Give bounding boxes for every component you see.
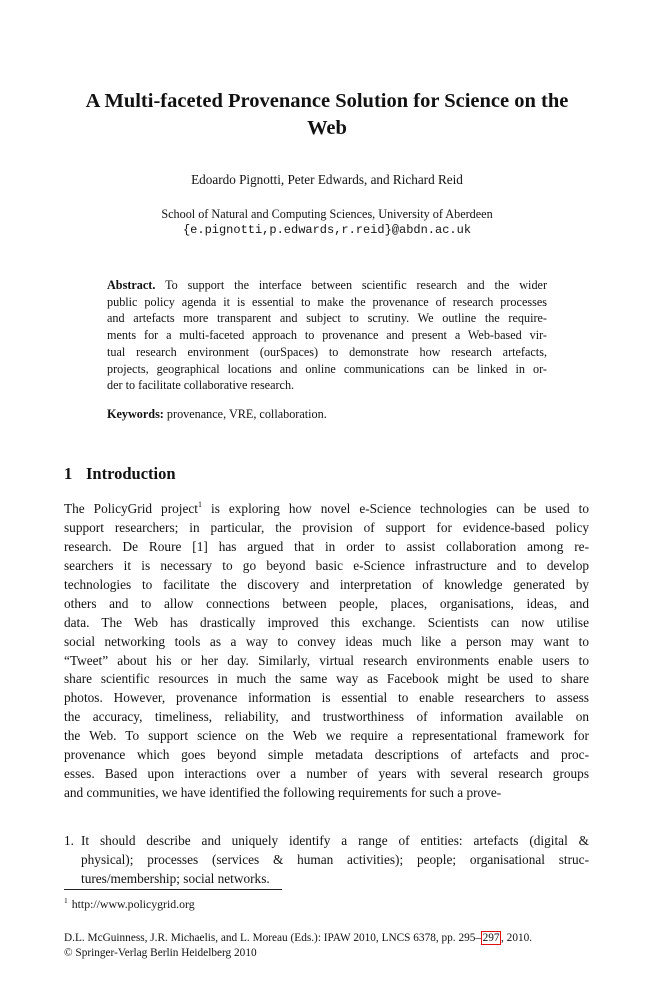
paragraph-line: share scientific resources in much the same way as Facebook might be used to share bbox=[64, 671, 589, 687]
abstract-label: Abstract. bbox=[107, 278, 156, 292]
footnote-mark: 1 bbox=[64, 896, 68, 905]
section-title: Introduction bbox=[86, 464, 176, 483]
paper-title bbox=[62, 88, 592, 142]
keywords-label: Keywords: bbox=[107, 407, 164, 421]
footnote bbox=[64, 897, 195, 912]
abstract bbox=[107, 277, 547, 394]
list-item-line: It should describe and uniquely identify a range of entities: artefacts (digital & bbox=[81, 833, 589, 848]
keywords-value: provenance, VRE, collaboration. bbox=[166, 407, 327, 421]
affiliation: School of Natural and Computing Sciences, University of Aberdeen bbox=[161, 207, 493, 221]
paragraph-line: The PolicyGrid project$^1$ is exploring how novel e-Science technologies can be used to bbox=[64, 500, 589, 516]
section-heading bbox=[64, 464, 176, 484]
publication-info bbox=[64, 931, 532, 961]
author-list: Edoardo Pignotti, Peter Edwards, and Richard Reid bbox=[191, 172, 463, 187]
abstract-line: Abstract. To support the interface between scientific research and the wider bbox=[107, 278, 548, 292]
abstract-line: der to facilitate collaborative research. bbox=[107, 378, 295, 393]
title-line-2: Web bbox=[307, 117, 347, 139]
abstract-line: and artefacts more transparent and subject to scrutiny. We outline the require- bbox=[107, 311, 547, 326]
paragraph-line: and communities, we have identified the following requirements for such a prove- bbox=[64, 785, 502, 801]
copyright-notice: © Springer-Verlag Berlin Heidelberg 2010 bbox=[64, 947, 257, 959]
paragraph-line: searchers it is necessary to go beyond basic e-Science infrastructure and to develop bbox=[64, 557, 589, 573]
paragraph-line: research. De Roure [1] has argued that in order to assist collaboration among re- bbox=[64, 538, 589, 554]
page-link[interactable]: 297 bbox=[482, 932, 500, 944]
paragraph-line: support researchers; in particular, the provision of support for evidence-based policy bbox=[64, 519, 589, 535]
footnote-url[interactable]: http://www.policygrid.org bbox=[71, 897, 195, 911]
paragraph-line: the Web. To support science on the Web we require a representational framework for bbox=[64, 728, 589, 744]
list-item-line: physical); processes (services & human activities); people; organisational struc- bbox=[81, 851, 589, 867]
abstract-line: ments for a multi-faceted approach to provenance and present a Web-based vir- bbox=[107, 328, 547, 343]
paragraph-line: data. The Web has drastically improved this exchange. Scientists can now utilise bbox=[64, 614, 589, 630]
title-line-1: A Multi-faceted Provenance Solution for Science on the bbox=[85, 90, 569, 112]
citation-line: D.L. McGuinness, J.R. Michaelis, and L. Moreau (Eds.): IPAW 2010, LNCS 6378, pp. 295– 297 , 2010. bbox=[64, 932, 533, 944]
list-item bbox=[81, 832, 589, 889]
author-emails: {e.pignotti,p.edwards,r.reid}@abdn.ac.uk bbox=[182, 223, 472, 237]
paragraph-line: social networking tools as a way to convey ideas much like a person may want to bbox=[64, 633, 589, 649]
paragraph-line: photos. However, provenance information is essential to enable researchers to assess bbox=[64, 690, 589, 706]
introduction-paragraph bbox=[64, 500, 589, 803]
paragraph-line: the accuracy, timeliness, reliability, and trustworthiness of information available on bbox=[64, 709, 589, 725]
abstract-line: public policy agenda it is essential to make the provenance of research processes bbox=[107, 294, 547, 309]
paragraph-line: technologies to facilitate the discovery and interpretation of knowledge generated by bbox=[64, 576, 589, 592]
footnote-reference[interactable]: 1 bbox=[197, 500, 202, 509]
list-item-number: 1. bbox=[64, 833, 74, 848]
section-number: 1 bbox=[64, 464, 73, 483]
affiliation-block bbox=[62, 206, 592, 238]
list-item-line: tures/membership; social networks. bbox=[81, 870, 270, 886]
paragraph-line: provenance which goes beyond simple metadata descriptions of artefacts and proc- bbox=[64, 747, 589, 763]
keywords bbox=[107, 407, 327, 422]
abstract-line: projects, geographical locations and online communications can be linked in or- bbox=[107, 361, 547, 376]
paragraph-line: others and to allow connections between people, places, organisations, ideas, and bbox=[64, 595, 589, 611]
paragraph-line: esses. Based upon interactions over a number of years with several research groups bbox=[64, 766, 589, 782]
requirements-list bbox=[64, 832, 589, 889]
footnote-divider bbox=[64, 889, 282, 890]
abstract-line: tual research environment (ourSpaces) to demonstrate how research artefacts, bbox=[107, 344, 547, 359]
paragraph-line: “Tweet” about his or her day. Similarly, virtual research environments enable users to bbox=[64, 652, 589, 668]
